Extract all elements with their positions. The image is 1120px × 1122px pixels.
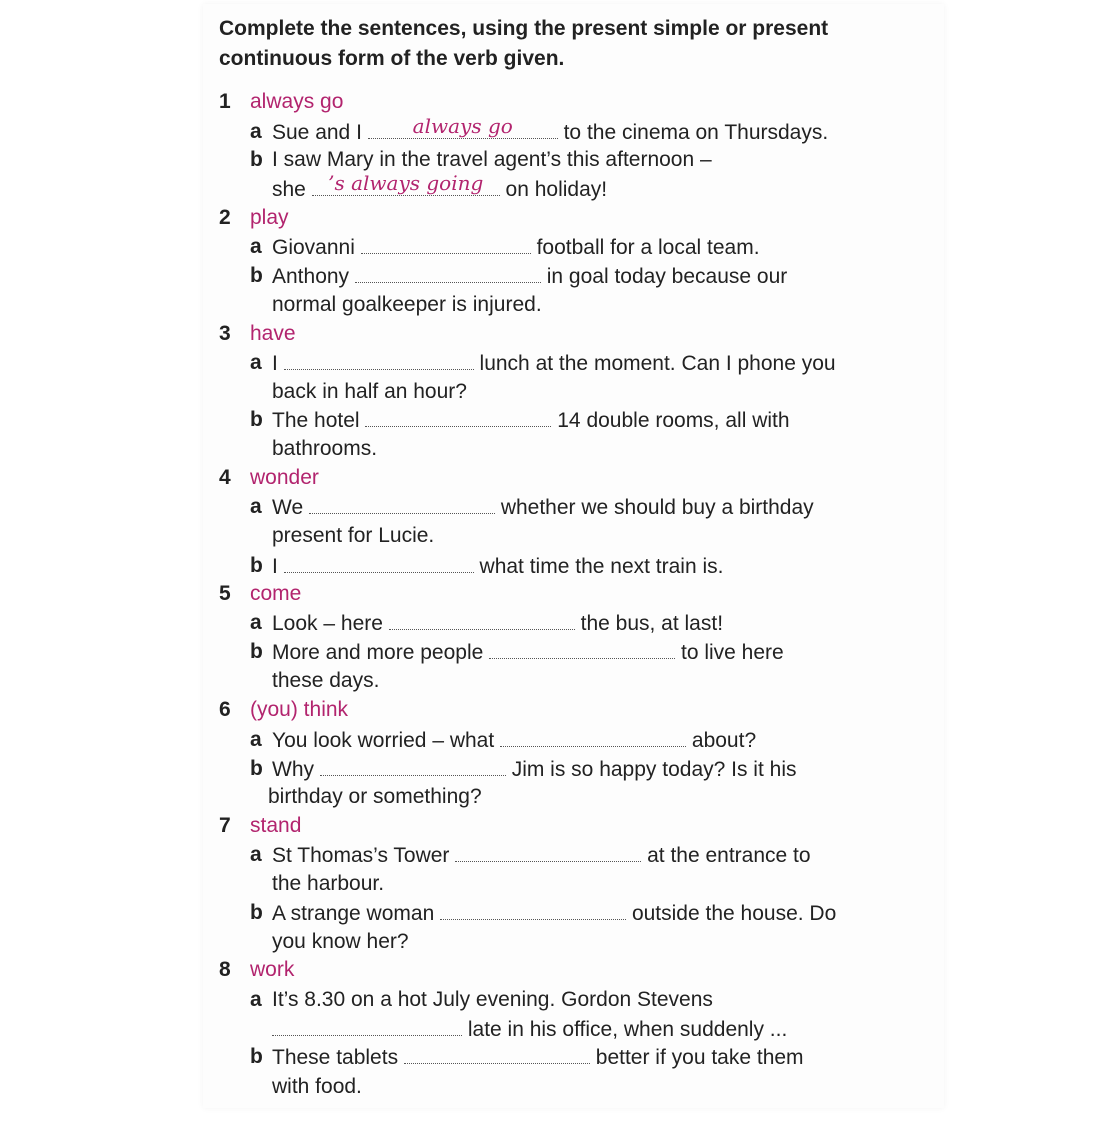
sentence-6b-line2: birthday or something? <box>268 785 482 808</box>
item-verb: play <box>250 206 289 229</box>
sentence-8a-line2 <box>272 1015 787 1044</box>
sentence-3b-line2: bathrooms. <box>272 437 378 460</box>
sentence-text: what time the next train is. <box>479 555 724 578</box>
item-verb: (you) think <box>250 698 349 721</box>
sentence-text: whether we should buy a birthday <box>500 496 814 519</box>
answer-blank[interactable] <box>355 262 541 283</box>
item-verb: work <box>250 958 295 981</box>
sentence-letter: a <box>250 988 262 1011</box>
item-number: 5 <box>219 582 231 605</box>
sentence-text: We <box>272 496 304 519</box>
sentence-5a <box>272 609 723 638</box>
sentence-text: better if you take them <box>595 1046 804 1069</box>
sentence-7a <box>272 841 811 870</box>
answer-blank[interactable] <box>365 406 551 427</box>
sentence-text: Jim is so happy today? Is it his <box>511 758 797 781</box>
sentence-1b-line1: I saw Mary in the travel agent’s this afternoon – <box>272 148 712 171</box>
sentence-letter: b <box>250 640 263 663</box>
sentence-7a-line2: the harbour. <box>272 872 385 895</box>
answer-blank[interactable] <box>404 1043 590 1064</box>
sentence-text: You look worried – what <box>272 729 495 752</box>
sentence-text: Look – here <box>272 612 383 635</box>
sentence-2b <box>272 262 787 291</box>
sentence-text: to live here <box>680 641 784 664</box>
sentence-letter: a <box>250 120 262 143</box>
answer-blank[interactable] <box>389 609 575 630</box>
sentence-5b-line2: these days. <box>272 669 380 692</box>
sentence-3b <box>272 406 790 435</box>
sentence-2b-line2: normal goalkeeper is injured. <box>272 293 542 316</box>
item-number: 3 <box>219 322 231 345</box>
sentence-text: on holiday! <box>505 178 608 201</box>
item-number: 1 <box>219 90 231 113</box>
answer-blank[interactable] <box>284 552 474 573</box>
sentence-letter: b <box>250 264 263 287</box>
sentence-letter: a <box>250 351 262 374</box>
answer-blank[interactable] <box>361 233 531 254</box>
item-number: 4 <box>219 466 231 489</box>
item-verb: come <box>250 582 302 605</box>
sentence-text: late in his office, when suddenly ... <box>467 1018 788 1041</box>
sentence-text: to the cinema on Thursdays. <box>563 121 829 144</box>
item-number: 8 <box>219 958 231 981</box>
answer-blank[interactable] <box>272 1015 462 1036</box>
sentence-8b <box>272 1043 804 1072</box>
sentence-letter: a <box>250 495 262 518</box>
exercise-instructions: Complete the sentences, using the present simple or present continuous form of the verb given. <box>219 17 829 70</box>
answer-blank[interactable] <box>500 726 686 747</box>
sentence-text: outside the house. Do <box>631 902 837 925</box>
sentence-4a-line2: present for Lucie. <box>272 524 435 547</box>
sentence-letter: b <box>250 148 263 171</box>
sentence-text: Anthony <box>272 265 350 288</box>
sentence-4b <box>272 552 723 581</box>
item-verb: always go <box>250 90 344 113</box>
item-verb: have <box>250 322 296 345</box>
answer-blank[interactable] <box>309 493 495 514</box>
item-number: 6 <box>219 698 231 721</box>
sentence-text: at the entrance to <box>647 844 811 867</box>
sentence-1b-line2 <box>272 171 608 204</box>
sentence-5b <box>272 638 784 667</box>
sentence-8a-line1: It’s 8.30 on a hot July evening. Gordon Stevens <box>272 988 713 1011</box>
sentence-text: A strange woman <box>272 902 435 925</box>
sentence-letter: b <box>250 757 263 780</box>
sentence-6a <box>272 726 756 755</box>
handwritten-answer: ’s always going <box>328 171 484 195</box>
sentence-text: More and more people <box>272 641 484 664</box>
sentence-text: the bus, at last! <box>580 612 724 635</box>
sentence-letter: a <box>250 843 262 866</box>
sentence-6b <box>272 755 796 784</box>
sentence-text: she <box>272 178 306 201</box>
sentence-3a-line2: back in half an hour? <box>272 380 467 403</box>
sentence-text: 14 double rooms, all with <box>557 409 790 432</box>
sentence-letter: b <box>250 554 263 577</box>
sentence-letter: a <box>250 611 262 634</box>
answer-blank[interactable] <box>312 171 500 196</box>
sentence-text: I <box>272 555 278 578</box>
sentence-text: I <box>272 352 278 375</box>
item-verb: wonder <box>250 466 319 489</box>
sentence-text: in goal today because our <box>546 265 788 288</box>
sentence-text: Giovanni <box>272 236 355 259</box>
sentence-text: Why <box>272 758 314 781</box>
sentence-7b <box>272 899 836 928</box>
sentence-letter: a <box>250 235 262 258</box>
answer-blank[interactable] <box>320 755 506 776</box>
sentence-text: These tablets <box>272 1046 399 1069</box>
answer-blank[interactable] <box>284 349 474 370</box>
handwritten-answer: always go <box>412 114 513 138</box>
answer-blank[interactable] <box>368 114 558 139</box>
sentence-text: St Thomas’s Tower <box>272 844 450 867</box>
sentence-2a <box>272 233 760 262</box>
answer-blank[interactable] <box>489 638 675 659</box>
sentence-7b-line2: you know her? <box>272 930 409 953</box>
answer-blank[interactable] <box>440 899 626 920</box>
sentence-text: about? <box>691 729 757 752</box>
sentence-letter: b <box>250 1045 263 1068</box>
sentence-4a <box>272 493 814 522</box>
answer-blank[interactable] <box>455 841 641 862</box>
sentence-8b-line2: with food. <box>272 1075 362 1098</box>
sentence-text: Sue and I <box>272 121 362 144</box>
sentence-letter: a <box>250 728 262 751</box>
sentence-text: The hotel <box>272 409 360 432</box>
item-number: 2 <box>219 206 231 229</box>
sentence-text: football for a local team. <box>536 236 760 259</box>
sentence-letter: b <box>250 901 263 924</box>
sentence-1a <box>272 114 829 147</box>
item-verb: stand <box>250 814 302 837</box>
sentence-3a <box>272 349 836 378</box>
item-number: 7 <box>219 814 231 837</box>
sentence-text: lunch at the moment. Can I phone you <box>479 352 836 375</box>
sentence-letter: b <box>250 408 263 431</box>
